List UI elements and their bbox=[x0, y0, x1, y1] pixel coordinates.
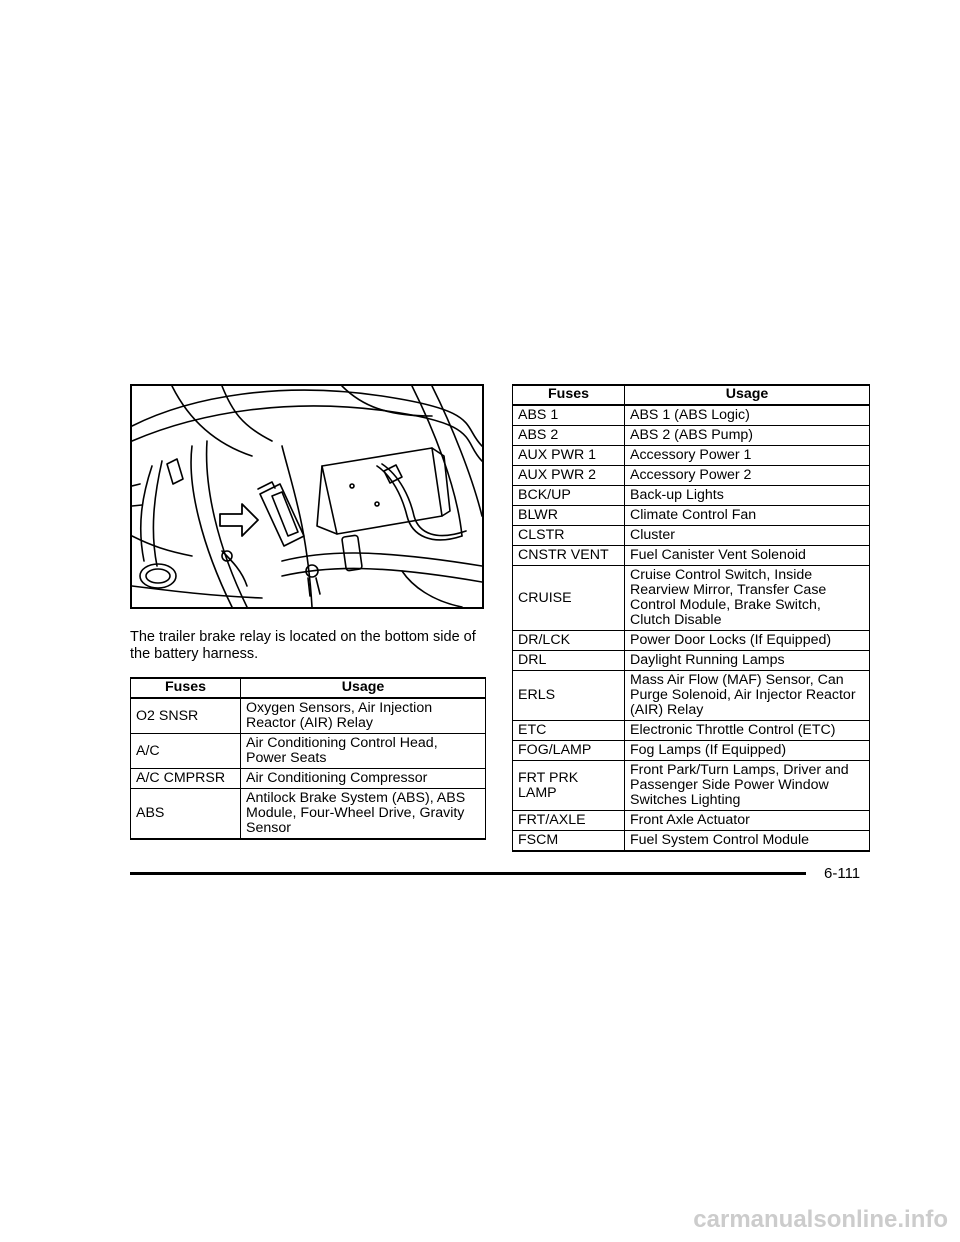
fuse-name: AUX PWR 1 bbox=[513, 446, 625, 466]
table-row bbox=[513, 466, 870, 486]
table-row bbox=[513, 506, 870, 526]
fuses-header: Fuses bbox=[131, 678, 241, 698]
table-row bbox=[513, 566, 870, 631]
fuse-usage: Fuel System Control Module bbox=[625, 831, 870, 852]
table-row bbox=[513, 446, 870, 466]
watermark: carmanualsonline.info bbox=[693, 1206, 948, 1233]
usage-header: Usage bbox=[241, 678, 486, 698]
table-row bbox=[513, 546, 870, 566]
table-row bbox=[513, 671, 870, 721]
fuse-usage: Front Park/Turn Lamps, Driver and Passenger Side Power Window Switches Lighting bbox=[625, 761, 870, 811]
fuse-usage: Antilock Brake System (ABS), ABS Module, Four-Wheel Drive, Gravity Sensor bbox=[241, 789, 486, 840]
trailer-brake-relay-illustration bbox=[130, 384, 484, 609]
table-row bbox=[513, 426, 870, 446]
fuse-usage: Air Conditioning Compressor bbox=[241, 769, 486, 789]
fuse-name: FSCM bbox=[513, 831, 625, 852]
fuse-name: ETC bbox=[513, 721, 625, 741]
page-number: 6-111 bbox=[824, 865, 861, 882]
fuse-name: DR/LCK bbox=[513, 631, 625, 651]
fuse-name: FOG/LAMP bbox=[513, 741, 625, 761]
fuse-usage: Climate Control Fan bbox=[625, 506, 870, 526]
fuse-name: BCK/UP bbox=[513, 486, 625, 506]
table-header-row bbox=[131, 678, 486, 698]
fuse-usage: Air Conditioning Control Head, Power Seats bbox=[241, 734, 486, 769]
fuse-usage-table-right bbox=[512, 384, 870, 852]
fuse-usage: Cluster bbox=[625, 526, 870, 546]
fuse-name: A/C bbox=[131, 734, 241, 769]
fuse-name: ABS bbox=[131, 789, 241, 840]
fuse-usage: Electronic Throttle Control (ETC) bbox=[625, 721, 870, 741]
fuse-usage: Fuel Canister Vent Solenoid bbox=[625, 546, 870, 566]
fuse-usage: Power Door Locks (If Equipped) bbox=[625, 631, 870, 651]
fuse-name: ERLS bbox=[513, 671, 625, 721]
fuse-usage: ABS 2 (ABS Pump) bbox=[625, 426, 870, 446]
fuse-usage: Oxygen Sensors, Air Injection Reactor (AIR) Relay bbox=[241, 698, 486, 734]
fuse-name: O2 SNSR bbox=[131, 698, 241, 734]
fuse-name: BLWR bbox=[513, 506, 625, 526]
table-row bbox=[131, 698, 486, 734]
table-row bbox=[513, 721, 870, 741]
fuse-usage: Fog Lamps (If Equipped) bbox=[625, 741, 870, 761]
fuse-usage: Accessory Power 1 bbox=[625, 446, 870, 466]
fuse-name: DRL bbox=[513, 651, 625, 671]
table-row bbox=[513, 741, 870, 761]
table-row bbox=[513, 486, 870, 506]
fuse-name: ABS 1 bbox=[513, 405, 625, 426]
fuse-usage-table-left bbox=[130, 677, 486, 840]
table-row bbox=[513, 811, 870, 831]
fuse-name: A/C CMPRSR bbox=[131, 769, 241, 789]
footer-rule bbox=[130, 872, 806, 875]
fuse-usage: Mass Air Flow (MAF) Sensor, Can Purge Solenoid, Air Injector Reactor (AIR) Relay bbox=[625, 671, 870, 721]
relay-location-caption: The trailer brake relay is located on the bottom side of the battery harness. bbox=[130, 629, 476, 662]
table-row bbox=[513, 631, 870, 651]
table-row bbox=[513, 651, 870, 671]
fuse-usage: Daylight Running Lamps bbox=[625, 651, 870, 671]
table-header-row bbox=[513, 385, 870, 405]
fuses-header: Fuses bbox=[513, 385, 625, 405]
usage-header: Usage bbox=[625, 385, 870, 405]
fuse-name: FRT/AXLE bbox=[513, 811, 625, 831]
fuse-usage: Back-up Lights bbox=[625, 486, 870, 506]
table-row bbox=[513, 831, 870, 852]
fuse-usage: Accessory Power 2 bbox=[625, 466, 870, 486]
table-row bbox=[131, 769, 486, 789]
table-row bbox=[513, 761, 870, 811]
fuse-name: ABS 2 bbox=[513, 426, 625, 446]
fuse-usage: ABS 1 (ABS Logic) bbox=[625, 405, 870, 426]
fuse-name: AUX PWR 2 bbox=[513, 466, 625, 486]
fuse-name: CNSTR VENT bbox=[513, 546, 625, 566]
table-row bbox=[131, 789, 486, 840]
table-row bbox=[513, 526, 870, 546]
table-row bbox=[131, 734, 486, 769]
fuse-usage: Front Axle Actuator bbox=[625, 811, 870, 831]
fuse-name: FRT PRK LAMP bbox=[513, 761, 625, 811]
fuse-name: CRUISE bbox=[513, 566, 625, 631]
table-row bbox=[513, 405, 870, 426]
fuse-usage: Cruise Control Switch, Inside Rearview Mirror, Transfer Case Control Module, Brake Switch, Clutch Disable bbox=[625, 566, 870, 631]
fuse-name: CLSTR bbox=[513, 526, 625, 546]
